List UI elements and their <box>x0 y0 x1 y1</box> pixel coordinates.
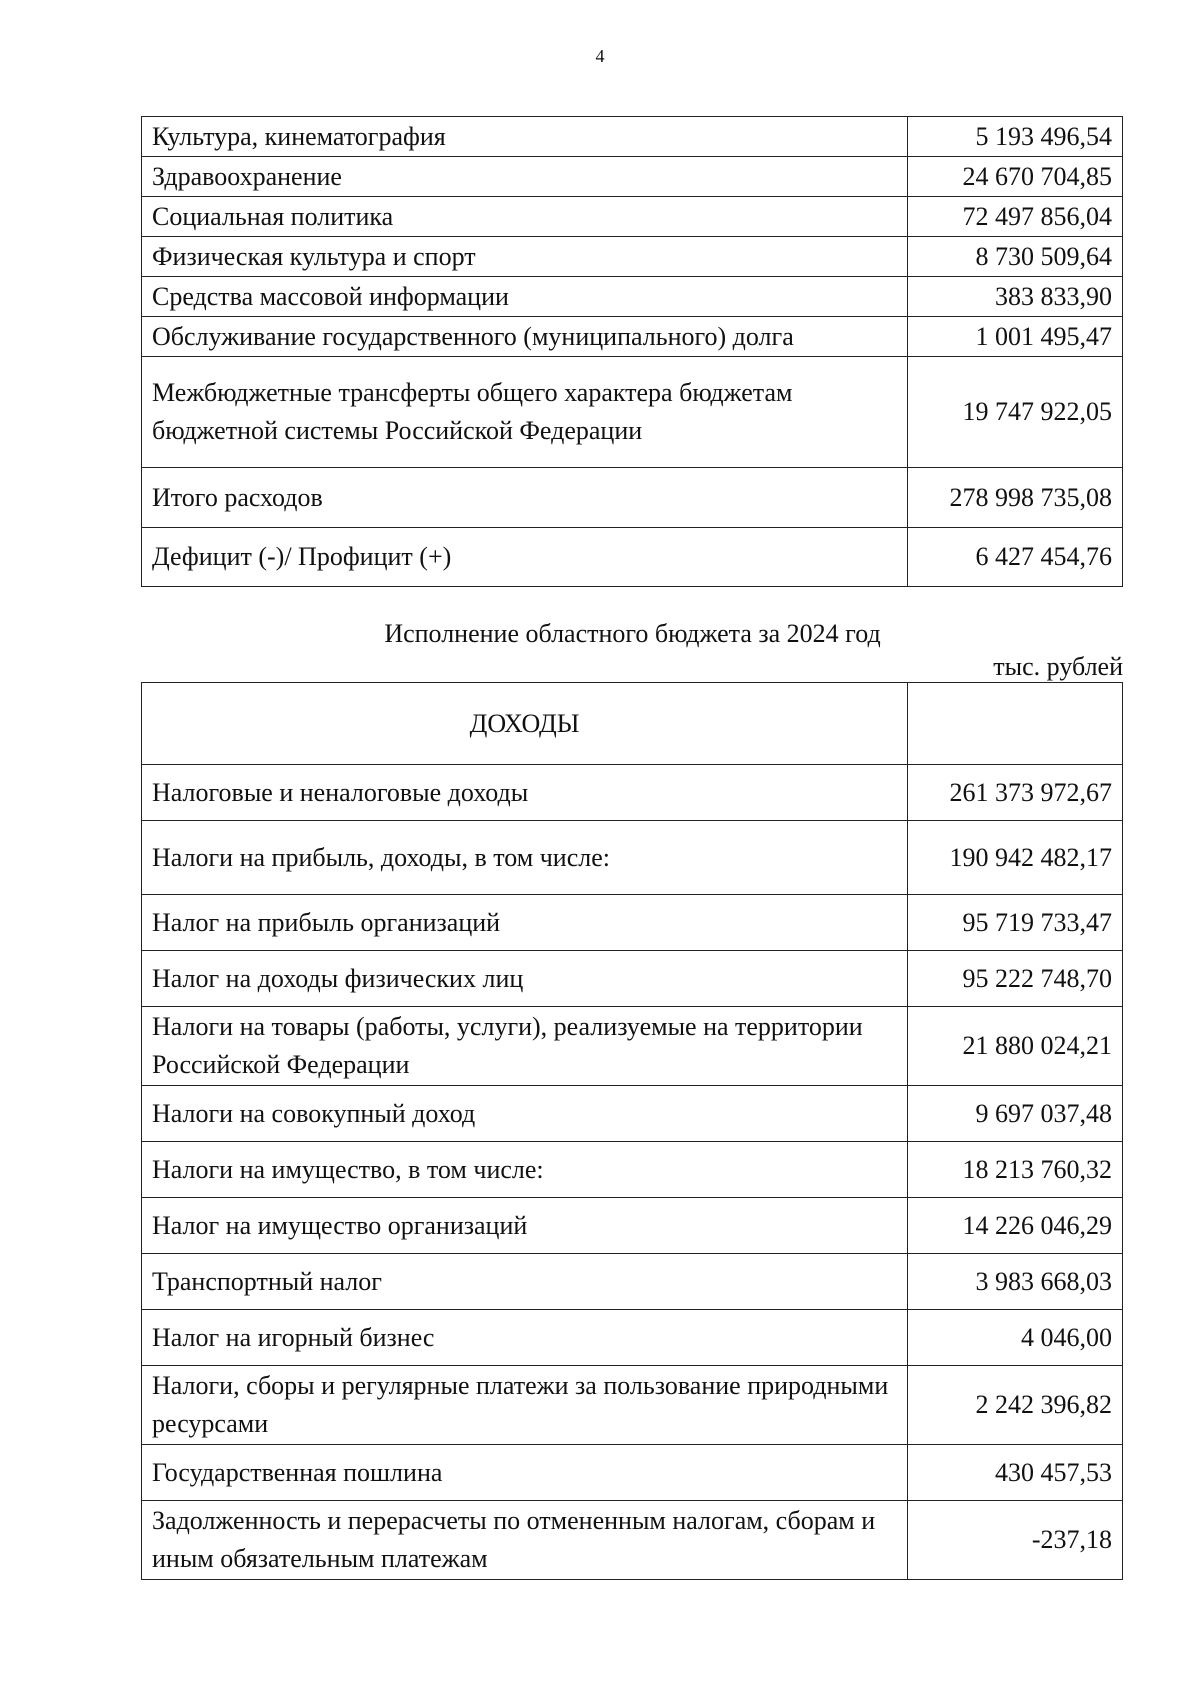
row-value: 1 001 495,47 <box>908 317 1123 357</box>
row-value: 21 880 024,21 <box>908 1007 1123 1086</box>
table-row <box>142 117 1123 157</box>
row-label: Межбюджетные трансферты общего характера бюджетам бюджетной системы Российской Федерации <box>142 357 908 468</box>
page-number: 4 <box>595 46 605 66</box>
table-row <box>142 1254 1123 1310</box>
row-value: 3 983 668,03 <box>908 1254 1123 1310</box>
row-value: 5 193 496,54 <box>908 117 1123 157</box>
row-value: 95 719 733,47 <box>908 895 1123 951</box>
row-label: Культура, кинематография <box>142 117 908 157</box>
row-value: 2 242 396,82 <box>908 1366 1123 1445</box>
row-label: Налоги, сборы и регулярные платежи за пользование природными ресурсами <box>142 1366 908 1445</box>
header-value-cell <box>908 683 1123 765</box>
table-row <box>142 277 1123 317</box>
row-label: Налоговые и неналоговые доходы <box>142 765 908 821</box>
row-label: Обслуживание государственного (муниципального) долга <box>142 317 908 357</box>
table-row <box>142 528 1123 587</box>
row-label: Налог на игорный бизнес <box>142 1310 908 1366</box>
row-label: Налог на доходы физических лиц <box>142 951 908 1007</box>
row-label: Налог на прибыль организаций <box>142 895 908 951</box>
row-value: 18 213 760,32 <box>908 1142 1123 1198</box>
row-value: 24 670 704,85 <box>908 157 1123 197</box>
table-row <box>142 765 1123 821</box>
table-row <box>142 237 1123 277</box>
units-label: тыс. рублей <box>993 652 1123 681</box>
row-label: Налог на имущество организаций <box>142 1198 908 1254</box>
table-row <box>142 357 1123 468</box>
row-value: 8 730 509,64 <box>908 237 1123 277</box>
row-label: Задолженность и перерасчеты по отмененным налогам, сборам и иным обязательным платежам <box>142 1501 908 1580</box>
table-row <box>142 1007 1123 1086</box>
table-row <box>142 1501 1123 1580</box>
row-value: 4 046,00 <box>908 1310 1123 1366</box>
row-value: 278 998 735,08 <box>908 468 1123 528</box>
row-label: Налоги на прибыль, доходы, в том числе: <box>142 821 908 895</box>
row-value: 261 373 972,67 <box>908 765 1123 821</box>
table-row <box>142 1366 1123 1445</box>
section-title: Исполнение областного бюджета за 2024 год <box>384 619 881 648</box>
table-row <box>142 1086 1123 1142</box>
table-row <box>142 468 1123 528</box>
row-value: 95 222 748,70 <box>908 951 1123 1007</box>
row-label: Государственная пошлина <box>142 1445 908 1501</box>
income-table <box>141 682 1123 1580</box>
row-value: 6 427 454,76 <box>908 528 1123 587</box>
row-value: 430 457,53 <box>908 1445 1123 1501</box>
row-label: Дефицит (-)/ Профицит (+) <box>142 528 908 587</box>
row-value: 14 226 046,29 <box>908 1198 1123 1254</box>
row-label: Налоги на товары (работы, услуги), реализуемые на территории Российской Федерации <box>142 1007 908 1086</box>
row-label: Налоги на совокупный доход <box>142 1086 908 1142</box>
table-row <box>142 1445 1123 1501</box>
row-value: 190 942 482,17 <box>908 821 1123 895</box>
table-row <box>142 157 1123 197</box>
table-row <box>142 821 1123 895</box>
row-label: Транспортный налог <box>142 1254 908 1310</box>
expenses-table <box>141 116 1123 587</box>
row-value: -237,18 <box>908 1501 1123 1580</box>
row-value: 383 833,90 <box>908 277 1123 317</box>
row-label: Итого расходов <box>142 468 908 528</box>
table-row <box>142 317 1123 357</box>
row-label: Средства массовой информации <box>142 277 908 317</box>
row-label: Социальная политика <box>142 197 908 237</box>
table-row <box>142 895 1123 951</box>
income-header: ДОХОДЫ <box>142 683 908 765</box>
table-row <box>142 1198 1123 1254</box>
table-row <box>142 1310 1123 1366</box>
row-label: Налоги на имущество, в том числе: <box>142 1142 908 1198</box>
row-value: 19 747 922,05 <box>908 357 1123 468</box>
table-header-row <box>142 683 1123 765</box>
table-row <box>142 197 1123 237</box>
row-label: Здравоохранение <box>142 157 908 197</box>
row-label: Физическая культура и спорт <box>142 237 908 277</box>
row-value: 72 497 856,04 <box>908 197 1123 237</box>
row-value: 9 697 037,48 <box>908 1086 1123 1142</box>
table-row <box>142 951 1123 1007</box>
table-row <box>142 1142 1123 1198</box>
